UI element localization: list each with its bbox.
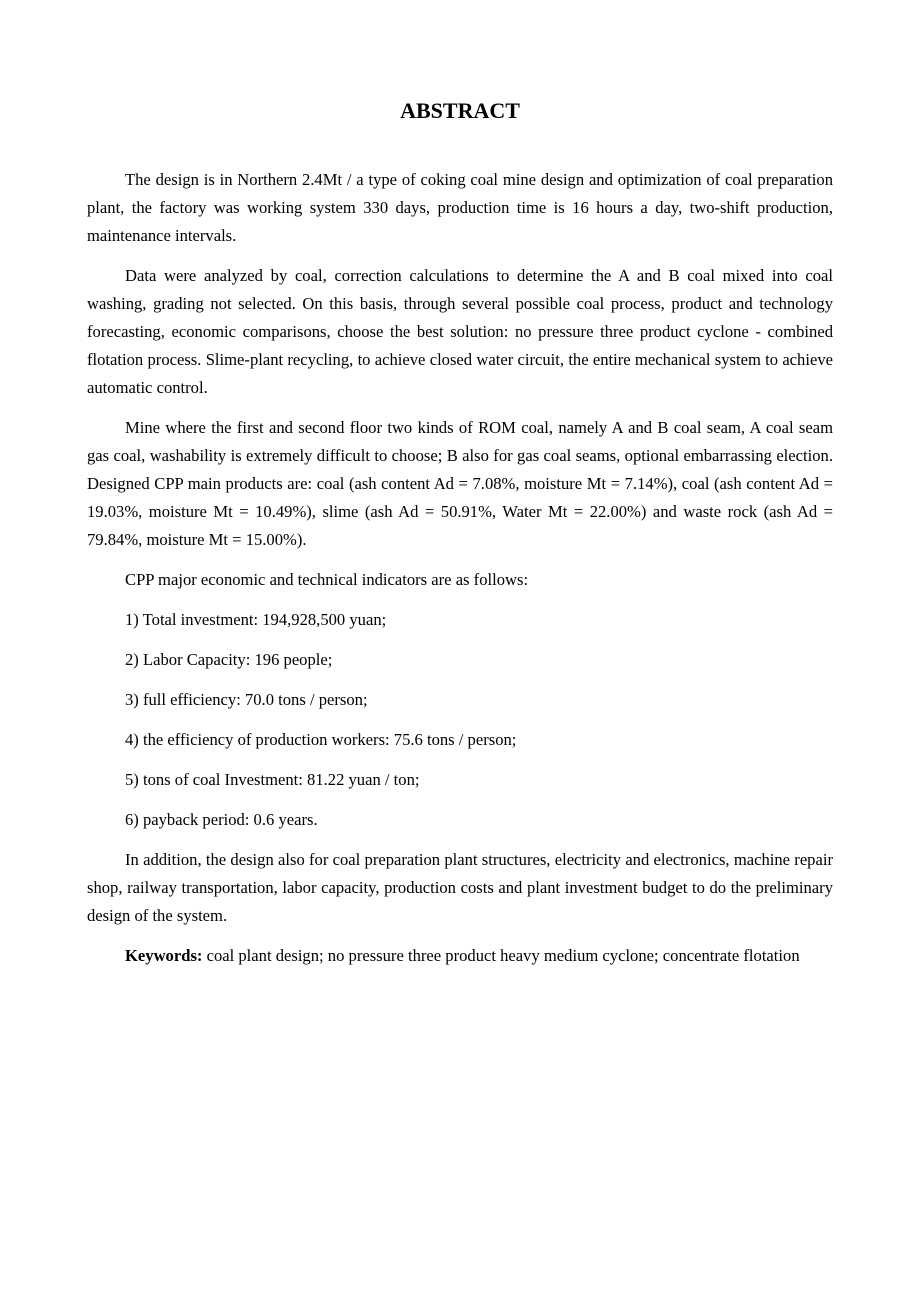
indicator-item: 5) tons of coal Investment: 81.22 yuan / ton; (125, 770, 420, 789)
keywords-line (87, 942, 833, 970)
closing-paragraph: In addition, the design also for coal preparation plant structures, electricity and electronics, machine repair shop, railway transportation, labor capacity, production costs and plant investment budget to do the preliminary design of the system. (87, 850, 833, 925)
indicator-item: 1) Total investment: 194,928,500 yuan; (125, 610, 387, 629)
paragraph: Mine where the first and second floor two kinds of ROM coal, namely A and B coal seam, A coal seam gas coal, washability is extremely difficult to choose; B also for gas coal seams, optional embarrassing election. Designed CPP main products are: coal (ash content Ad = 7.08%, moisture Mt = 7.14%), coal (ash content Ad = 19.03%, moisture Mt = 10.49%), slime (ash Ad = 50.91%, Water Mt = 22.00%) and waste rock (ash Ad = 79.84%, moisture Mt = 15.00%). (87, 418, 833, 549)
indicator-item: 3) full efficiency: 70.0 tons / person; (125, 690, 368, 709)
keywords-text: coal plant design; no pressure three product heavy medium cyclone; concentrate flotation (206, 946, 800, 965)
keywords-label: Keywords: (125, 946, 203, 965)
indicator-item: 2) Labor Capacity: 196 people; (125, 650, 333, 669)
indicator-item: 4) the efficiency of production workers: 75.6 tons / person; (125, 730, 517, 749)
paragraph: CPP major economic and technical indicators are as follows: (125, 570, 529, 589)
indicator-item: 6) payback period: 0.6 years. (125, 810, 318, 829)
abstract-body (87, 166, 833, 982)
paragraph: Data were analyzed by coal, correction calculations to determine the A and B coal mixed into coal washing, grading not selected. On this basis, through several possible coal process, product and technology forecasting, economic comparisons, choose the best solution: no pressure three product cyclone - combined flotation process. Slime-plant recycling, to achieve closed water circuit, the entire mechanical system to achieve automatic control. (87, 266, 833, 397)
paragraph: The design is in Northern 2.4Mt / a type of coking coal mine design and optimization of coal preparation plant, the factory was working system 330 days, production time is 16 hours a day, two-shift production, maintenance intervals. (87, 170, 833, 245)
abstract-title: ABSTRACT (400, 98, 520, 123)
